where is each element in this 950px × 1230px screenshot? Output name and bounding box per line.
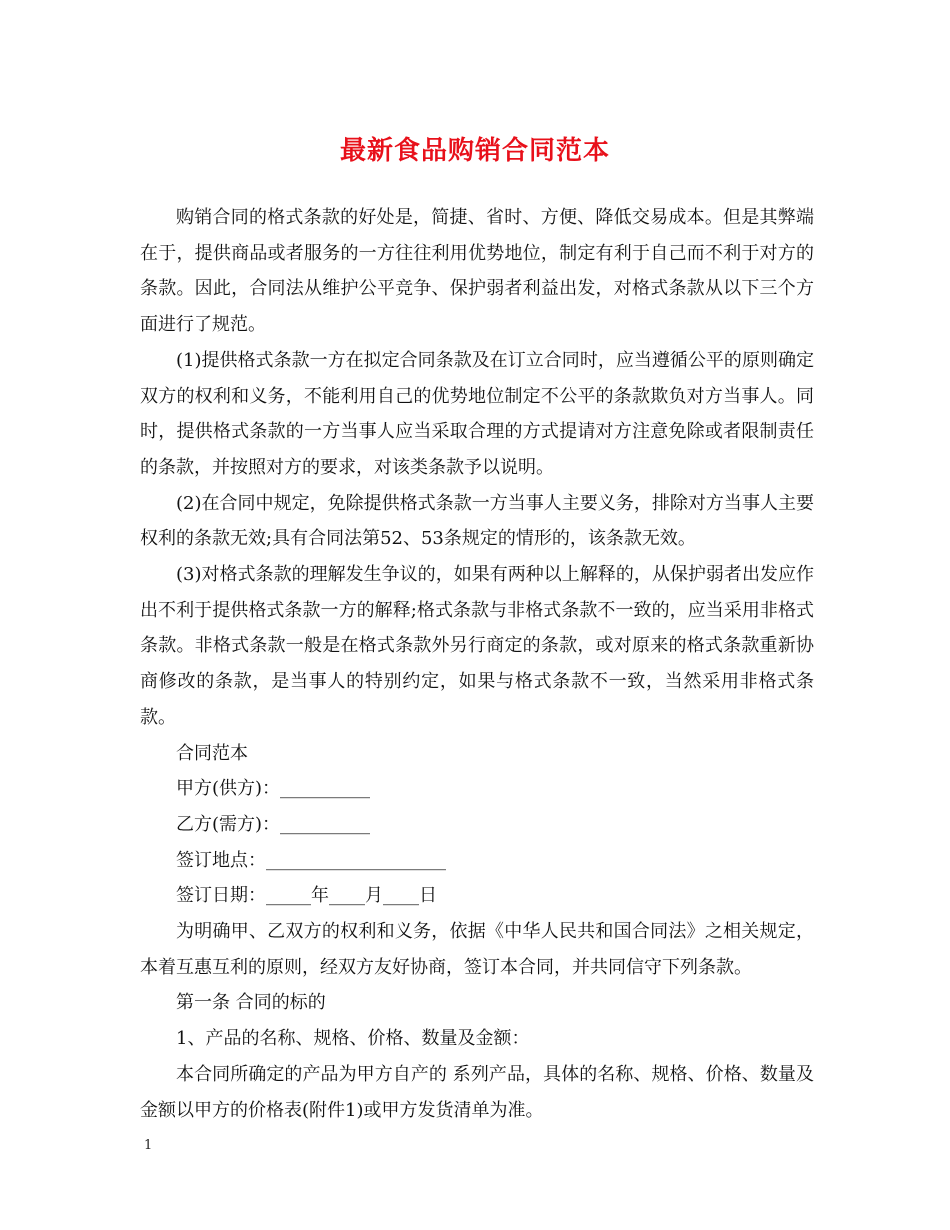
paragraph-clause-1: (1)提供格式条款一方在拟定合同条款及在订立合同时，应当遵循公平的原则确定双方的权利和义务，不能利用自己的优势地位制定不公平的条款欺负对方当事人。同时，提供格式条款的一方当事人应当采取合理的方式提请对方注意免除或者限制责任的条款，并按照对方的要求，对该类条款予以说明。 — [140, 349, 814, 478]
paragraph-intro: 购销合同的格式条款的好处是，简捷、省时、方便、降低交易成本。但是其弊端在于，提供商品或者服务的一方往往利用优势地位，制定有利于自己而不利于对方的条款。因此，合同法从维护公平竞争、保护弱者利益出发，对格式条款从以下三个方面进行了规范。 — [140, 207, 814, 336]
section-heading-template: 合同范本 — [176, 742, 248, 764]
party-b-field: 乙方(需方)：__________ — [176, 813, 371, 835]
party-a-field: 甲方(供方)：__________ — [176, 778, 371, 800]
signing-place-field: 签订地点：____________________ — [176, 849, 446, 871]
document-title: 最新食品购销合同范本 — [339, 136, 610, 166]
article-1-item-1: 1、产品的名称、规格、价格、数量及金额： — [176, 1028, 530, 1050]
page-number: 1 — [144, 1138, 153, 1153]
signing-date-field: 签订日期：_____年____月____日 — [176, 885, 437, 907]
document-body — [140, 200, 814, 1128]
article-1-item-1-text: 本合同所确定的产品为甲方自产的 系列产品，具体的名称、规格、价格、数量及金额以甲方的价格表(附件1)或甲方发货清单为准。 — [140, 1063, 814, 1121]
paragraph-clause-2: (2)在合同中规定，免除提供格式条款一方当事人主要义务，排除对方当事人主要权利的条款无效;具有合同法第52、53条规定的情形的，该条款无效。 — [140, 492, 814, 550]
paragraph-clause-3: (3)对格式条款的理解发生争议的，如果有两种以上解释的，从保护弱者出发应作出不利于提供格式条款一方的解释;格式条款与非格式条款不一致的，应当采用非格式条款。非格式条款一般是在格式条款外另行商定的条款，或对原来的格式条款重新协商修改的条款，是当事人的特别约定，如果与格式条款不一致，当然采用非格式条款。 — [140, 564, 814, 728]
paragraph-preamble: 为明确甲、乙双方的权利和义务，依据《中华人民共和国合同法》之相关规定，本着互惠互利的原则，经双方友好协商，签订本合同，并共同信守下列条款。 — [140, 921, 814, 978]
article-1-heading: 第一条 合同的标的 — [176, 992, 326, 1014]
